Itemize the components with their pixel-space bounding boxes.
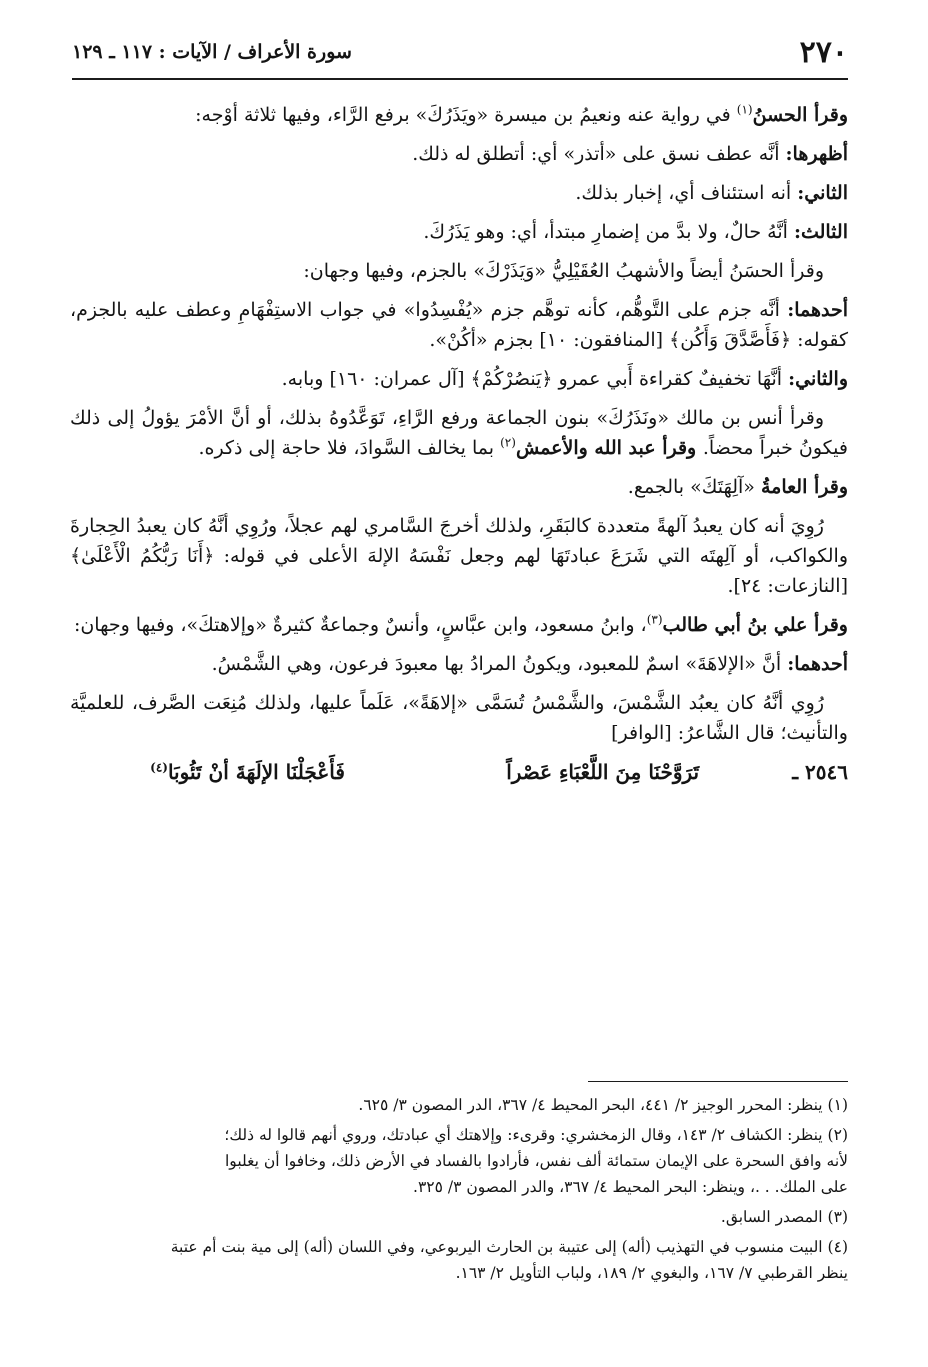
paragraph-1	[70, 100, 848, 130]
page-number: ٢٧٠	[799, 34, 848, 70]
paragraph-text: أنَّه جزم على التَّوهُّم، كأنه توهَّم جزم «يُفْسِدُوا» في جواب الاستِفْهَامِ وعطف عليه بالجزم، كقوله: ﴿فَأَصَّدَّقَ وَأَكُن﴾ [المنافقون: ١٠] بجزم «أكُنْ».	[70, 299, 848, 351]
footnote-text: ينظر: الكشاف ٢/ ١٤٣، وقال الزمخشري: وقرىء: وإلاهتك أي عبادتك، وروي أنهم قالوا له ذلك؛	[224, 1126, 823, 1144]
footnote-text: المصدر السابق.	[720, 1208, 823, 1226]
paragraph-text: أنه استئناف أي، إخبار بذلك.	[575, 182, 798, 204]
footnote-ref: (٣)	[646, 612, 663, 627]
verse-second-hemistich-text: فَأَعْجَلْنَا الإلَهَةَ أنْ تَئُوبَا	[167, 760, 345, 784]
paragraph-text: «آلِهَتَكَ» بالجمع.	[627, 476, 761, 498]
footnote-ref: (٤)	[150, 760, 168, 775]
paragraph-text: أنَّ «الإلاهَةَ» اسمٌ للمعبود، ويكونُ المرادُ بها معبودَ فرعون، وهي الشَّمْسُ.	[211, 653, 788, 675]
footnote-text: لأنه وافق السحرة على الإيمان ستمائة ألف نفس، فأرادوا بالفساد في الأرض ذلك، وخافوا أن يغلبوا	[225, 1152, 848, 1170]
point-label: الثاني:	[797, 182, 848, 204]
paragraph-13	[70, 688, 848, 748]
paragraph-text: بما يخالف السَّوادَ، فلا حاجة إلى ذكره.	[198, 437, 501, 459]
footnote-number: (١)	[822, 1096, 848, 1114]
point-label: أحدهما:	[787, 653, 848, 675]
point-label: أحدهما:	[787, 299, 848, 321]
running-header	[72, 32, 848, 72]
header-rule	[72, 78, 848, 80]
verse-second-hemistich	[70, 757, 425, 787]
paragraph-text: رُوِيَ أنه كان يعبدُ آلهةً متعددة كالبَقَرِ، ولذلك أخرجَ السَّامري لهم عجلاً، ورُوِي أنَّهُ كان يعبدُ الحِجارةَ والكواكب، أو آلِهتَه التي شَرَعَ عبادتَهَا لهم وجعل نَفْسَهُ الإلهَ الأعلى في قوله: ﴿أَنَا رَبُّكُمُ الْأَعْلَىٰ﴾ [النازعات: ٢٤].	[70, 515, 848, 597]
paragraph-11	[70, 610, 848, 640]
paragraph-2	[70, 139, 848, 169]
point-label: الثالث:	[793, 221, 848, 243]
footnote-text: ينظر القرطبي ٧/ ١٦٧، والبغوي ٢/ ١٨٩، ولباب التأويل ٢/ ١٦٣.	[455, 1264, 848, 1282]
footnote-text: على الملك. . .، وينظر: البحر المحيط ٤/ ٣٦٧، والدر المصون ٣/ ٣٢٥.	[413, 1178, 848, 1196]
header-title: سورة الأعراف / الآيات : ١١٧ ـ ١٢٩	[72, 41, 352, 63]
footnote-number: (٢)	[822, 1126, 848, 1144]
paragraph-text: أنَّه عطف نسق على «أتذر» أي: أتطلق له ذلك.	[412, 143, 786, 165]
paragraph-text: أنَّهَا تخفيفٌ كقراءة أَبي عمرو ﴿يَنصُرْكُمْ﴾ [آل عمران: ١٦٠] وبابه.	[281, 368, 789, 390]
paragraph-5	[70, 256, 848, 286]
paragraph-3	[70, 178, 848, 208]
paragraph-10	[70, 511, 848, 601]
point-label: والثاني:	[788, 368, 848, 390]
point-label: أظهرها:	[785, 143, 848, 165]
paragraph-text: وقرأ أنس بن مالك «ونَذَرُكَ» بنون الجماعة ورفع الرَّاءِ، تَوَعَّدُوهُ بذلك، أو أنَّ الأمْرَ يؤولُ إلى ذلك فيكونُ خبراً محضاً.	[70, 407, 848, 459]
footnote-text: البيت منسوب في التهذيب (أله) إلى عتيبة بن الحارث اليربوعي، وفي اللسان (أله) إلى مية بنت أم عتبة	[170, 1238, 823, 1256]
paragraph-text: رُوِي أنَّهُ كان يعبُد الشَّمْسَ، والشَّمْسُ تُسَمَّى «إلاهَةً»، عَلَماً عليها، ولذلك مُنِعَت الصَّرف، للعلميَّة والتأنيث؛ قال الشَّاعرُ: [الوافر]	[70, 692, 848, 744]
paragraph-9	[70, 472, 848, 502]
paragraph-12	[70, 649, 848, 679]
footnote-number: (٤)	[822, 1238, 848, 1256]
paragraph-6	[70, 295, 848, 355]
paragraph-8	[70, 403, 848, 463]
reader-name: وقرأ الحسنُ	[752, 104, 848, 126]
footnote-3	[70, 1204, 848, 1230]
verse-first-hemistich: تَرَوَّحْنَا مِنَ اللَّعْبَاءِ عَصْراً	[506, 760, 700, 784]
footnote-rule	[588, 1081, 848, 1082]
footnote-2	[70, 1122, 848, 1200]
paragraph-text: في رواية عنه ونعيمُ بن ميسرة «ويَذَرُكَ» برفع الرَّاء، وفيها ثلاثة أوْجه:	[195, 104, 737, 126]
poetry-verse	[70, 757, 848, 787]
footnote-number: (٣)	[822, 1208, 848, 1226]
footnote-4	[70, 1234, 848, 1286]
paragraph-7	[70, 364, 848, 394]
reader-name: وقرأ العامةُ	[760, 476, 848, 498]
footnote-ref: (٢)	[500, 435, 516, 450]
reader-name: وقرأ علي بنُ أبي طالب	[662, 614, 848, 636]
paragraph-text: وقرأ الحسَنُ أيضاً والأشهبُ العُقَيْلِيُّ «وَيَذَرْكَ» بالجزم، وفيها وجهان:	[303, 260, 824, 282]
verse-number: ٢٥٤٦ ـ	[792, 760, 848, 784]
footnote-text: ينظر: المحرر الوجيز ٢/ ٤٤١، البحر المحيط ٤/ ٣٦٧، الدر المصون ٣/ ٦٢٥.	[358, 1096, 823, 1114]
footnote-ref: (١)	[736, 102, 753, 117]
footnotes	[70, 1092, 848, 1290]
paragraph-text: ، وابنُ مسعود، وابن عبَّاسٍ، وأنسٌ وجماعةٌ كثيرةٌ «وإلاهتكَ»، وفيها وجهان:	[73, 614, 647, 636]
footnote-1	[70, 1092, 848, 1118]
paragraph-4	[70, 217, 848, 247]
paragraph-text: أنَّهُ حالٌ، ولا بدَّ من إضمارِ مبتدأ، أي: وهو يَذَرُكَ.	[423, 221, 794, 243]
main-text	[70, 100, 848, 787]
reader-name: وقرأ عبد الله والأعمش	[515, 437, 703, 459]
